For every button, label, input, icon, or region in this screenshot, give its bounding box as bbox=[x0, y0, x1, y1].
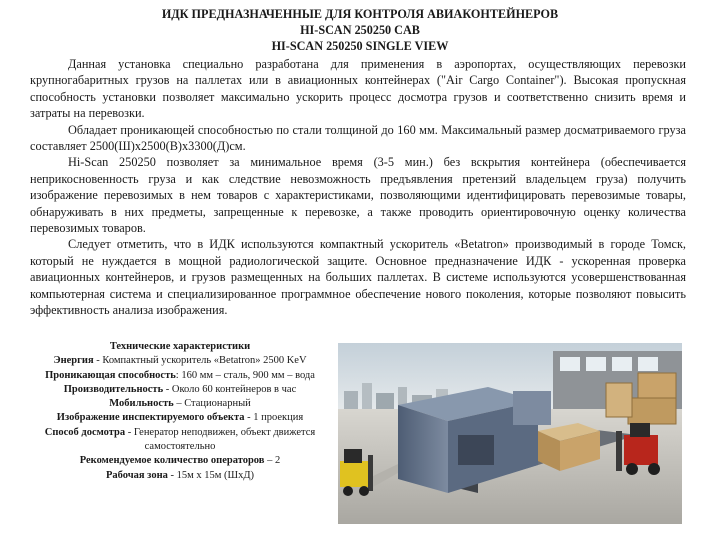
scanner-illustration bbox=[338, 343, 682, 524]
spec-value: - Компактный ускоритель «Betatron» 2500 KeV bbox=[93, 355, 307, 367]
spec-label: Способ досмотра bbox=[44, 426, 126, 438]
spec-value: – Стационарный bbox=[173, 398, 251, 410]
spec-item bbox=[30, 397, 330, 411]
document-title bbox=[30, 6, 690, 54]
spec-value: - 15м х 15м (ШхД) bbox=[167, 469, 255, 481]
spec-item bbox=[30, 469, 330, 483]
spec-item bbox=[30, 369, 330, 383]
spec-label: Проникающая способность bbox=[45, 369, 176, 381]
spec-item bbox=[30, 426, 330, 455]
spec-label: Рабочая зона bbox=[105, 469, 168, 481]
paragraph-penetration: Обладает проникающей способностью по стали толщиной до 160 мм. Максимальный размер досматриваемого груза составляет 2500(Ш)х2500(В)х3300(Д)см. bbox=[30, 122, 686, 154]
paragraph-intro: Данная установка специально разработана для применения в аэропортах, осуществляющих перевозки крупногабаритных грузов на паллетах или в авиационных контейнерах ("Air Cargo Container"). Высокая пропускная способность установки позволяет максимально ускорить процесс досмотра грузов и соответственно снизить время и затраты на перевозки. bbox=[30, 57, 686, 121]
title-line-3: HI-SCAN 250250 SINGLE VIEW bbox=[271, 39, 449, 53]
spec-value: - Генератор неподвижен, объект движется самостоятельно bbox=[125, 426, 316, 453]
specs-heading: Технические характеристики bbox=[109, 341, 251, 352]
spec-item bbox=[30, 454, 330, 468]
title-line-1: ИДК ПРЕДНАЗНАЧЕННЫЕ ДЛЯ КОНТРОЛЯ АВИАКОНТЕЙНЕРОВ bbox=[161, 7, 559, 21]
spec-label: Производительность bbox=[63, 383, 164, 395]
spec-label: Рекомендуемое количество операторов bbox=[79, 455, 265, 467]
spec-value: – 2 bbox=[264, 455, 281, 467]
specs-block bbox=[30, 340, 330, 483]
spec-item bbox=[30, 383, 330, 397]
spec-value: - Около 60 контейнеров в час bbox=[163, 383, 297, 395]
spec-item bbox=[30, 411, 330, 425]
paragraph-inspection: Hi-Scan 250250 позволяет за минимальное время (3-5 мин.) без вскрытия контейнера (обеспечивается неприкосновенность груза и как следствие невозможность предъявления претензий владельцем груза) получить изображение перевозимых в нем товаров с характеристиками, позволяющими идентифицировать перевозимые товары, обнаруживать в них предметы, запрещенные к перевозке, а также проводить ориентировочную оценку количества перевозимых товаров. bbox=[30, 155, 686, 236]
spec-label: Энергия bbox=[53, 355, 94, 367]
body-text bbox=[30, 56, 686, 319]
title-line-2: HI-SCAN 250250 CAB bbox=[300, 23, 420, 37]
spec-label: Изображение инспектируемого объекта bbox=[56, 412, 245, 424]
spec-value: : 160 мм – сталь, 900 мм – вода bbox=[175, 369, 315, 381]
spec-item bbox=[30, 354, 330, 368]
paragraph-betatron: Следует отметить, что в ИДК используются компактный ускоритель «Betatron» производимый в городе Томск, который не нуждается в мощной радиологической защите. Основное предназначение ИДК - ускоренная проверка авиационных контейнеров, и грузов размещенных на больших паллетах. В системе используются усовершенствованная компьютерная система и специализированное программное обеспечение нового поколения, которые позволяют повысить эффективность анализа изображения. bbox=[30, 237, 686, 318]
spec-label: Мобильность bbox=[109, 398, 174, 410]
spec-value: - 1 проекция bbox=[244, 412, 304, 424]
